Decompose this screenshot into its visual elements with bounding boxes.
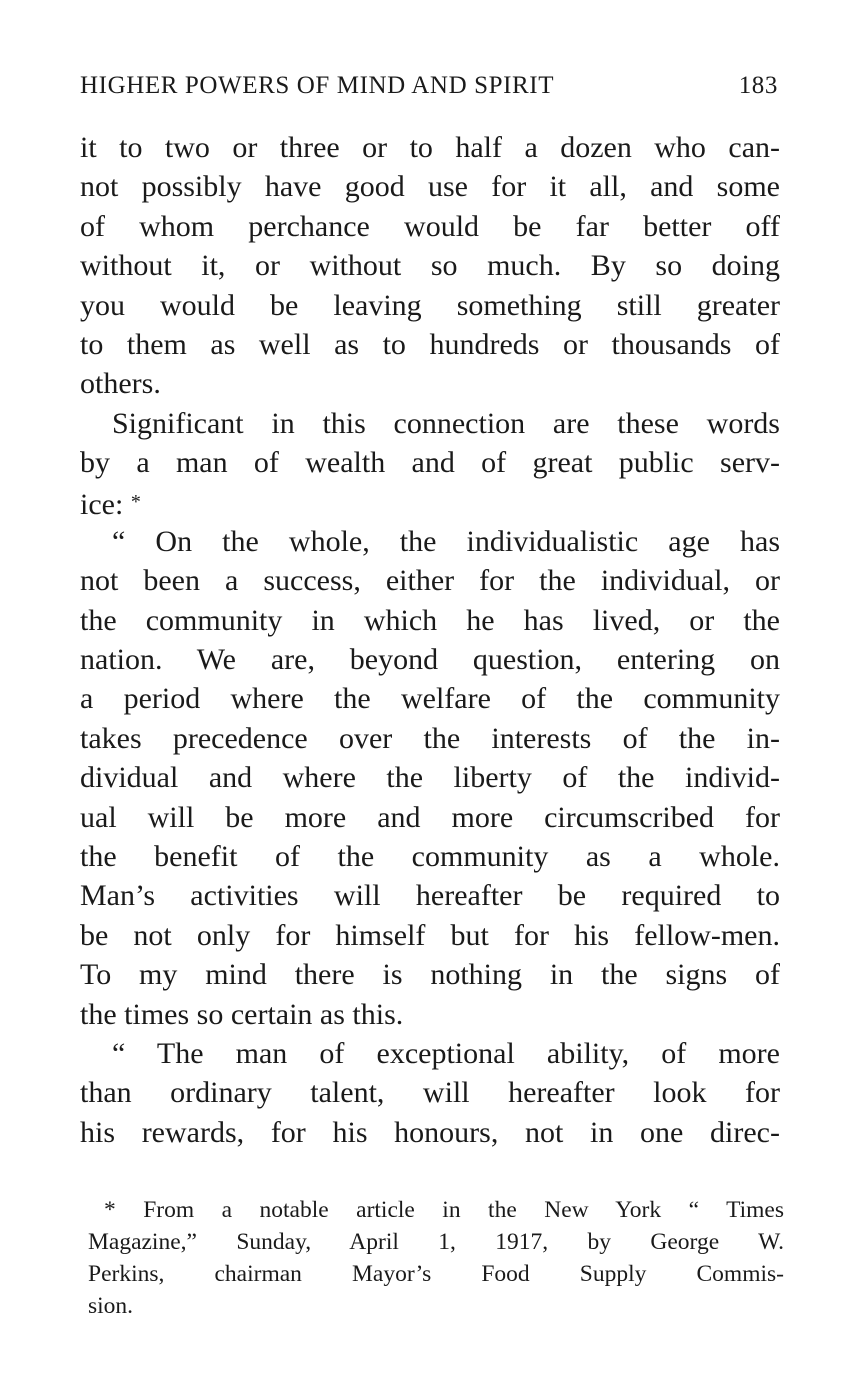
text-line: not possibly have good use for it all, and some (80, 170, 780, 204)
running-head (80, 72, 778, 106)
text-line: than ordinary talent, will hereafter look for (80, 1076, 780, 1110)
text-line: you would be leaving something still greater (80, 288, 780, 322)
text-line: a period where the welfare of the community (80, 682, 780, 716)
text-fragment: ice: (80, 487, 124, 521)
text-line: of whom perchance would be far better off (80, 209, 780, 243)
footnote (88, 1194, 784, 1322)
body-text (80, 128, 780, 1152)
text-line: Man’s activities will hereafter be required to (80, 879, 780, 913)
text-line: “ The man of exceptional ability, of more (112, 1036, 780, 1070)
text-line: Significant in this connection are these words (112, 406, 780, 440)
text-line: by a man of wealth and of great public serv- (80, 446, 780, 480)
footnote-line: Magazine,” Sunday, April 1, 1917, by George W. (88, 1229, 784, 1255)
text-line: his rewards, for his honours, not in one direc- (80, 1115, 780, 1149)
text-line: the benefit of the community as a whole. (80, 840, 780, 874)
text-line: not been a success, either for the individual, or (80, 564, 780, 598)
text-line: it to two or three or to half a dozen who can- (80, 131, 780, 164)
text-line: dividual and where the liberty of the individ- (80, 761, 780, 795)
text-line: others. (80, 367, 161, 401)
text-line: the community in which he has lived, or the (80, 603, 780, 637)
text-line: be not only for himself but for his fellow-men. (80, 918, 780, 952)
page-number: 183 (738, 72, 778, 99)
text-line: “ On the whole, the individualistic age has (112, 524, 780, 558)
text-line: to them as well as to hundreds or thousands of (80, 327, 780, 361)
footnote-reference: * (130, 490, 141, 513)
text-line: nation. We are, beyond question, entering on (80, 643, 780, 677)
text-line: To my mind there is nothing in the signs of (80, 958, 780, 992)
text-line: without it, or without so much. By so doing (80, 249, 780, 283)
running-title: HIGHER POWERS OF MIND AND SPIRIT (80, 72, 555, 99)
text-line: takes precedence over the interests of the in- (80, 721, 780, 755)
text-line-with-footnote-ref (80, 483, 780, 522)
footnote-line: sion. (88, 1293, 134, 1319)
footnote-line: Perkins, chairman Mayor’s Food Supply Commis- (88, 1261, 784, 1287)
text-line: ual will be more and more circumscribed for (80, 800, 780, 834)
text-line: the times so certain as this. (80, 997, 404, 1031)
footnote-line: * From a notable article in the New York “ Times (104, 1197, 784, 1223)
